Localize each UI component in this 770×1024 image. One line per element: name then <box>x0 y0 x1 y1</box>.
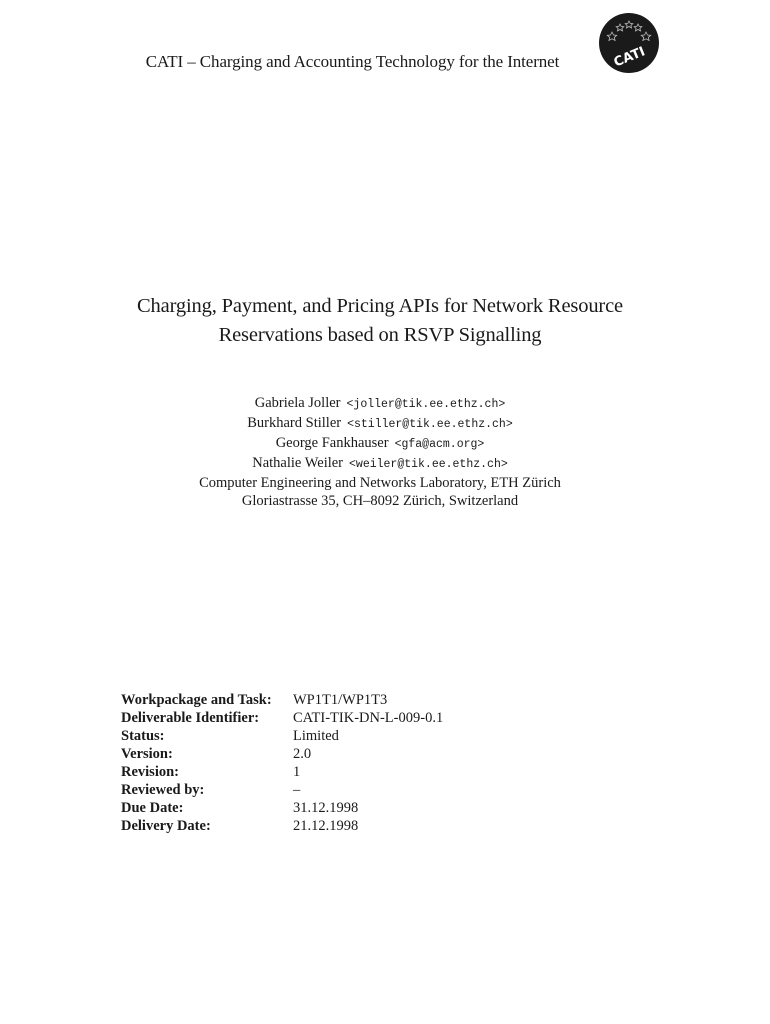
metadata-value: WP1T1/WP1T3 <box>293 692 388 708</box>
metadata-row <box>121 691 443 709</box>
title-line-2: Reservations based on RSVP Signalling <box>218 324 542 346</box>
affiliation-line-2: Gloriastrasse 35, CH–8092 Zürich, Switzerland <box>241 493 519 509</box>
author-row <box>0 414 760 434</box>
metadata-value: – <box>293 782 301 798</box>
author-row <box>0 434 760 454</box>
author-name: George Fankhauser <box>275 435 389 451</box>
metadata-label: Revision: <box>121 764 179 780</box>
metadata-value: CATI-TIK-DN-L-009-0.1 <box>293 710 444 726</box>
metadata-label: Version: <box>121 746 173 762</box>
metadata-row <box>121 763 443 781</box>
title-line-1: Charging, Payment, and Pricing APIs for Network Resource <box>137 295 623 317</box>
author-row <box>0 394 760 414</box>
author-email: <joller@tik.ee.ethz.ch> <box>346 398 506 411</box>
author-row <box>0 454 760 474</box>
metadata-row <box>121 817 443 835</box>
cati-logo-icon <box>598 12 660 74</box>
author-name: Burkhard Stiller <box>247 415 342 431</box>
metadata-label: Due Date: <box>121 800 184 816</box>
metadata-value: 1 <box>293 764 301 780</box>
logo-text: CATI <box>611 44 648 71</box>
metadata-row <box>121 727 443 745</box>
metadata-label: Reviewed by: <box>121 782 205 798</box>
metadata-row <box>121 709 443 727</box>
author-email: <gfa@acm.org> <box>394 438 485 451</box>
affiliation-line-1: Computer Engineering and Networks Laboratory, ETH Zürich <box>199 475 561 491</box>
document-title <box>0 292 760 350</box>
metadata-row <box>121 781 443 799</box>
metadata-label: Workpackage and Task: <box>121 692 272 708</box>
author-name: Nathalie Weiler <box>252 455 344 471</box>
metadata-value: 2.0 <box>293 746 312 762</box>
author-email: <stiller@tik.ee.ethz.ch> <box>347 418 513 431</box>
metadata-label: Delivery Date: <box>121 818 211 834</box>
running-header: CATI – Charging and Accounting Technology for the Internet <box>145 52 560 71</box>
metadata-label: Status: <box>121 728 165 744</box>
author-list <box>0 394 760 474</box>
metadata-value: Limited <box>293 728 339 744</box>
metadata-row <box>121 799 443 817</box>
metadata-label: Deliverable Identifier: <box>121 710 260 726</box>
author-name: Gabriela Joller <box>254 395 341 411</box>
affiliation <box>0 474 760 510</box>
document-metadata-table <box>121 691 443 835</box>
author-email: <weiler@tik.ee.ethz.ch> <box>349 458 508 471</box>
metadata-row <box>121 745 443 763</box>
metadata-value: 31.12.1998 <box>293 800 359 816</box>
metadata-value: 21.12.1998 <box>293 818 359 834</box>
